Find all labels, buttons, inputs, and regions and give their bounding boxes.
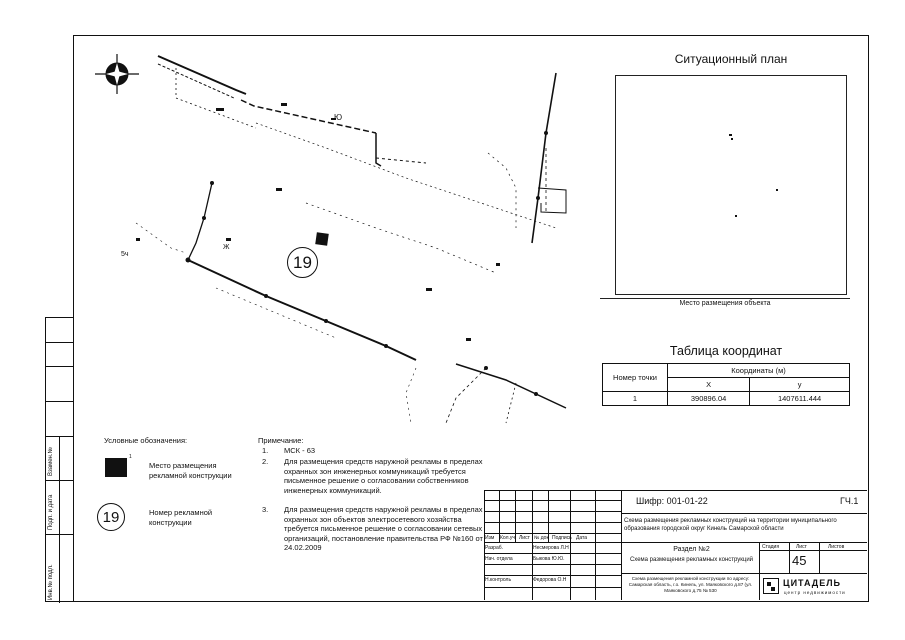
north-arrow-icon [95,54,139,94]
site-map [76,38,588,433]
header-coordinates: Координаты (м) [668,364,850,378]
stamp-code: Шифр: 001-01-22 [636,496,708,506]
note-number: 3. [262,505,269,514]
stamp-sheet-number: 45 [792,553,807,568]
cell-x: 390896.04 [668,392,750,406]
legend-place-symbol [105,458,127,477]
side-label-signature-date: Подп. и дата [48,494,54,530]
legend-title: Условные обозначения: [104,436,188,445]
org-name: ЦИТАДЕЛЬ [783,578,842,588]
header-y: y [750,378,850,392]
stamp-header: Кол.уч [500,535,515,541]
stamp-project-title: Схема размещения рекламных конструкций на территории муниципального образования городской округ Кинель Самарской области [624,518,837,532]
note-text: Для размещения средств наружной рекламы в пределах охранных зон инженерных коммуникаций требуется письменное решение о согласовании собственников инженерных коммуникаций. [284,457,483,495]
situation-plan-frame [615,75,847,295]
stamp-role: Нач. отдела [485,556,513,562]
note-number: 2. [262,457,269,466]
coordinates-table-title: Таблица координат [669,344,783,358]
stamp-header: Подпись [552,535,572,541]
map-label-yu: Ю [334,113,343,122]
situation-plan-map [616,76,846,294]
situation-plan-caption: Место размещения объекта [600,298,850,307]
situation-plan-title: Ситуационный план [674,52,788,66]
note-number: 1. [262,446,269,455]
table-row [603,392,850,406]
stamp-header: Изм [485,535,495,541]
stamp-sheet-label: Лист [796,544,807,550]
stamp-person: Несмерова Л.Н [533,545,569,551]
stamp-sheet-mark: ГЧ.1 [840,496,859,506]
construction-number-marker: 19 [287,247,318,278]
cell-point: 1 [603,392,668,406]
stamp-address: Схема размещения рекламной конструкции по адресу: Самарская область, г.о. Кинель, ул. Маяковского д.87 (ул. Маяковского д.75 № 530 [628,576,753,593]
cell-y: 1407611.444 [750,392,850,406]
header-point-number: Номер точки [603,364,668,392]
coordinates-table [602,363,850,406]
legend-superscript: 1 [129,454,132,460]
stamp-role: Н.контроль [485,577,512,583]
org-logo-icon [763,578,779,594]
legend-number-symbol: 19 [97,503,125,531]
stamp-header: Дата [576,535,588,541]
org-subtitle: центр недвижимости [784,590,846,595]
stamp-section-title: Схема размещения рекламных конструкций [629,557,754,563]
stamp-section: Раздел №2 [673,546,710,553]
stamp-sheets-label: Листов [828,544,845,550]
note-text: МСК - 63 [284,446,316,455]
title-block [484,490,867,600]
stamp-role: Разраб. [485,545,504,551]
legend-number-label: Номер рекламной конструкции [149,508,213,527]
stamp-header: Лист [519,535,530,541]
notes-title: Примечание: [258,436,304,445]
side-label-inventory: Инв.№ подл. [48,564,54,600]
construction-location-marker [315,232,329,246]
side-label-replacement: Взамен.№ [48,447,54,476]
stamp-stage-label: Стадия [762,544,780,550]
stamp-header: № док [534,535,549,541]
stamp-person: Быкова Ю.Ю. [533,556,565,562]
side-stamp-strip [45,317,73,602]
legend-place-label: Место размещения рекламной конструкции [149,461,232,480]
note-text: Для размещения средств наружной рекламы в пределах охранных зон объектов электросетевого хозяйства требуется письменное решение о согласовании сетевых организаций, постановление правительства РФ №160 от 24.02.2009 [284,505,483,553]
stamp-person: Федорова О.Н [533,577,567,583]
header-x: X [668,378,750,392]
map-label-zh: Ж [223,244,230,251]
map-label-5ch: 5ч [121,251,129,258]
